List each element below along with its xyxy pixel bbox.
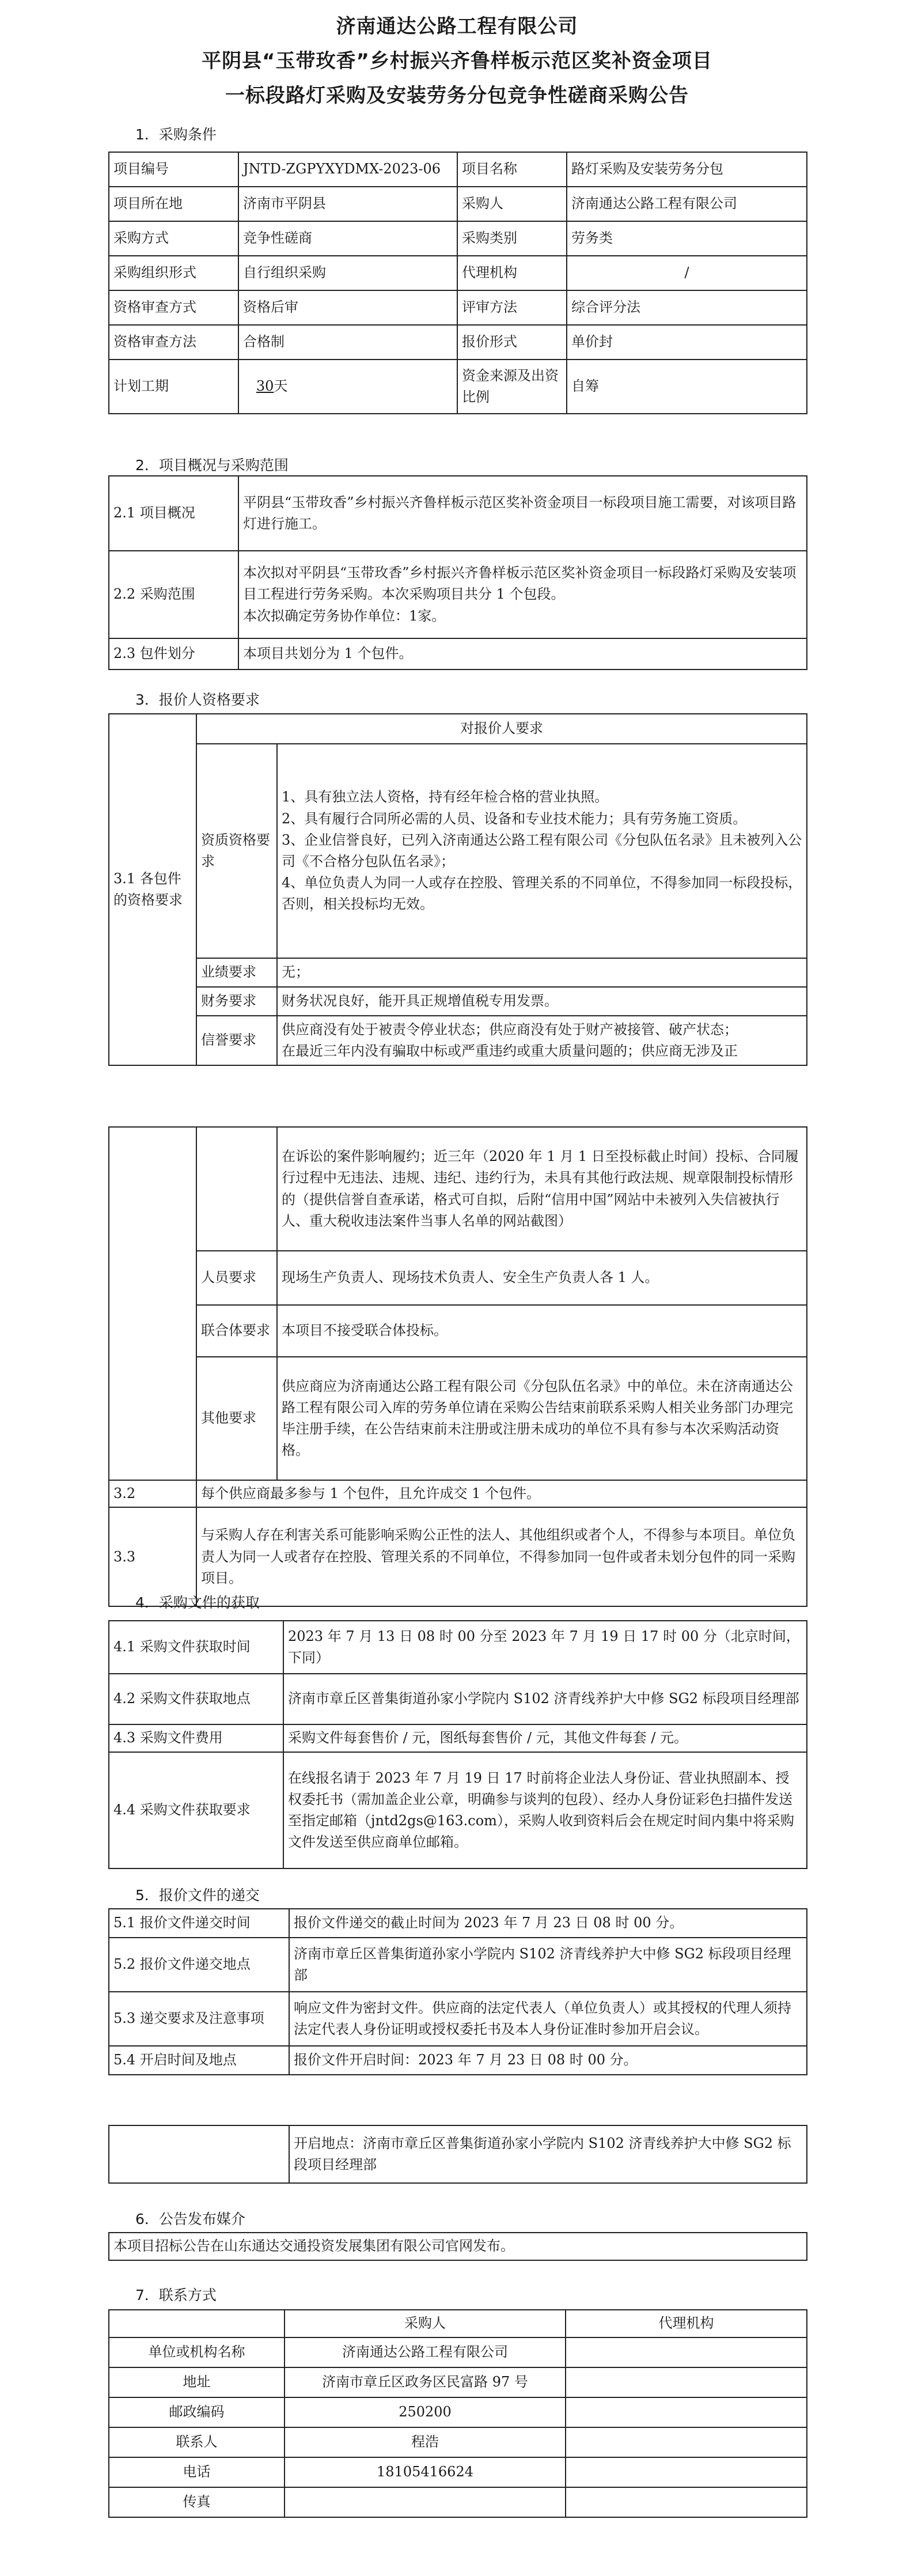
- cell-label: 单位或机构名称: [109, 2337, 285, 2367]
- table-row: [109, 744, 807, 958]
- column-header: 对报价人要求: [196, 714, 807, 744]
- section-3-heading: 3．报价人资格要求: [135, 691, 260, 708]
- blank-cell: [109, 1127, 196, 1480]
- cell-value: 自行组织采购: [238, 256, 457, 290]
- plan-days: 30: [256, 378, 274, 395]
- cell-label: 4.4 采购文件获取要求: [109, 1752, 283, 1868]
- cell-value: 在线报名请于 2023 年 7 月 19 日 17 时前将企业法人身份证、营业执照副本、授权委托书（需加盖企业公章，明确参与谈判的包段）、经办人身份证彩色扫描件发送至指定邮箱（jntd2gs@163.com），采购人收到资料后会在规定时间内集中将采购文件发送至供应商单位邮箱。: [283, 1752, 807, 1868]
- section-7-heading: 7．联系方式: [135, 2287, 217, 2303]
- table-row: [109, 476, 807, 551]
- cell-label: 3.3: [109, 1507, 196, 1606]
- table-row: [109, 187, 807, 221]
- cell-label: 4.2 采购文件获取地点: [109, 1674, 283, 1724]
- cell-label: 资质资格要求: [196, 744, 277, 958]
- cell-label: 资格审查方式: [109, 290, 238, 325]
- cell-value: [566, 2397, 807, 2427]
- section-5-heading: 5．报价文件的递交: [135, 1887, 260, 1904]
- table-row: [109, 2337, 807, 2367]
- table-row: [109, 1251, 807, 1305]
- media-table: [108, 2232, 807, 2261]
- cell-value: 济南市章丘区政务区民富路 97 号: [285, 2367, 566, 2397]
- cell-value: [566, 2367, 807, 2397]
- table-row: [109, 987, 807, 1016]
- table-row: [109, 1752, 807, 1868]
- cell-value: 采购文件每套售价 / 元，图纸每套售价 / 元，其他文件每套 / 元。: [283, 1724, 807, 1752]
- cell-value: [285, 2487, 566, 2517]
- cell-value: [566, 2427, 807, 2457]
- column-header: 采购人: [285, 2310, 566, 2337]
- list-item: 2、具有履行合同所必需的人员、设备和专业技术能力；具有劳务施工资质。: [282, 810, 747, 827]
- cell-label: 采购人: [457, 187, 567, 221]
- cell-label: 5.2 报价文件递交地点: [109, 1938, 289, 1992]
- table-row: [109, 638, 807, 669]
- blank-cell: [109, 2310, 285, 2337]
- table-row: [109, 2367, 807, 2397]
- cell-label: 其他要求: [196, 1357, 277, 1480]
- column-header: 代理机构: [566, 2310, 807, 2337]
- table-row: [109, 1621, 807, 1674]
- credit-cell: [277, 1016, 807, 1065]
- cell-label: 报价形式: [457, 325, 567, 360]
- cell-value: 劳务类: [567, 221, 807, 256]
- cell-label: 项目编号: [109, 152, 238, 187]
- cell-label: 5.1 报价文件递交时间: [109, 1909, 289, 1938]
- cell-value: 报价文件开启时间：2023 年 7 月 23 日 08 时 00 分。: [289, 2046, 807, 2075]
- table-row: [109, 2397, 807, 2427]
- opening-location: 开启地点：济南市章丘区普集街道孙家小学院内 S102 济青线养护大中修 SG2 标段项目经理部: [289, 2125, 807, 2183]
- list-item: 1、具有独立法人资格，持有经年检合格的营业执照。: [282, 789, 609, 805]
- cell-value: 济南市章丘区普集街道孙家小学院内 S102 济青线养护大中修 SG2 标段项目经理部: [283, 1674, 807, 1724]
- list-item: 3、企业信誉良好，已列入济南通达公路工程有限公司《分包队伍名录》且未被列入公司《不合格分包队伍名录》；: [282, 831, 802, 869]
- cell-label: 资格审查方法: [109, 325, 238, 360]
- cell-value: /: [567, 256, 807, 290]
- announcement-title: 一标段路灯采购及安装劳务分包竞争性磋商采购公告: [225, 84, 689, 107]
- cell-label: 3.1 各包件的资格要求: [109, 714, 196, 1065]
- cell-label: 信誉要求: [196, 1016, 277, 1065]
- section-2-heading: 2．项目概况与采购范围: [135, 457, 289, 474]
- cell-label: 2.3 包件划分: [109, 638, 238, 669]
- table-row: [109, 2046, 807, 2075]
- table-row: [109, 551, 807, 638]
- scope-text-2: 本次拟确定劳务协作单位：1家。: [243, 607, 446, 624]
- cell-value: 响应文件为密封文件。供应商的法定代表人（单位负责人）或其授权的代理人须持法定代表人身份证明或授权委托书及本人身份证准时参加开启会议。: [289, 1992, 807, 2046]
- qualification-table-1: [108, 713, 807, 1066]
- table-row: [109, 1480, 807, 1507]
- cell-label: 财务要求: [196, 987, 277, 1016]
- credit-text-continued: 在诉讼的案件影响履约；近三年（2020 年 1 月 1 日至投标截止时间）投标、合同履行过程中无违法、违规、违纪、违约行为，未具有其他行政法规、规章限制投标情形的（提供信誉自查承诺，格式可自拟，后附“信用中国”网站中未被列入失信被执行人、重大税收违法案件当事人名单的网站截图）: [277, 1127, 807, 1251]
- table-row: [109, 325, 807, 360]
- cell-value: 竞争性磋商: [238, 221, 457, 256]
- cell-value: 济南通达公路工程有限公司: [285, 2337, 566, 2367]
- table-row: [109, 958, 807, 987]
- contact-table: [108, 2309, 807, 2518]
- cell-label: 4.3 采购文件费用: [109, 1724, 283, 1752]
- publication-media: 本项目招标公告在山东通达交通投资发展集团有限公司官网发布。: [109, 2233, 807, 2260]
- table-row: [109, 1992, 807, 2046]
- table-row: [109, 1909, 807, 1938]
- cell-value: 现场生产负责人、现场技术负责人、安全生产负责人各 1 人。: [277, 1251, 807, 1305]
- cell-value: 无；: [277, 958, 807, 987]
- table-row: [109, 256, 807, 290]
- cell-label: 2.2 采购范围: [109, 551, 238, 638]
- cell-value: 资格后审: [238, 290, 457, 325]
- cell-value: 单价封: [567, 325, 807, 360]
- cell-label: 项目所在地: [109, 187, 238, 221]
- cell-value: 供应商应为济南通达公路工程有限公司《分包队伍名录》中的单位。未在济南通达公路工程有限公司入库的劳务单位请在采购公告结束前联系采购人相关业务部门办理完毕注册手续，在公告结束前未注册或注册未成功的单位不具有参与本次采购活动资格。: [277, 1357, 807, 1480]
- cell-value: 综合评分法: [567, 290, 807, 325]
- project-title: 平阴县“玉带玫香”乡村振兴齐鲁样板示范区奖补资金项目: [202, 50, 712, 73]
- cell-value: 财务状况良好，能开具正规增值税专用发票。: [277, 987, 807, 1016]
- cell-label: 4.1 采购文件获取时间: [109, 1621, 283, 1674]
- cell-label: 人员要求: [196, 1251, 277, 1305]
- section-1-heading: 1．采购条件: [135, 126, 217, 143]
- table-row: [109, 360, 807, 414]
- cell-value: 18105416624: [285, 2457, 566, 2487]
- scope-text: 本次拟对平阴县“玉带玫香”乡村振兴齐鲁样板示范区奖补资金项目一标段路灯采购及安装项目工程进行劳务采购。本次采购项目共分 1 个包段。: [243, 565, 797, 603]
- cell-label: 采购组织形式: [109, 256, 238, 290]
- table-row: [109, 221, 807, 256]
- table-row: [109, 290, 807, 325]
- qualification-table-2: [108, 1126, 807, 1607]
- list-item: 4、单位负责人为同一人或存在控股、管理关系的不同单位，不得参加同一标段投标，否则，相关投标均无效。: [282, 875, 802, 913]
- cell-value: 平阴县“玉带玫香”乡村振兴齐鲁样板示范区奖补资金项目一标段项目施工需要，对该项目路灯进行施工。: [238, 476, 807, 551]
- section-6-heading: 6．公告发布媒介: [135, 2211, 245, 2227]
- cell-label: 资金来源及出资比例: [457, 360, 567, 414]
- table-row: [109, 1305, 807, 1357]
- table-row: [109, 1724, 807, 1752]
- cell-value: 本项目共划分为 1 个包件。: [238, 638, 807, 669]
- plan-period: [238, 360, 457, 414]
- table-row: [109, 2487, 807, 2517]
- cell-label: 邮政编码: [109, 2397, 285, 2427]
- cell-label: 地址: [109, 2367, 285, 2397]
- section-4-heading: 4．采购文件的获取: [135, 1594, 260, 1611]
- table-row: [109, 2427, 807, 2457]
- qualification-list: [277, 744, 807, 958]
- cell-label: 业绩要求: [196, 958, 277, 987]
- cell-value: [566, 2487, 807, 2517]
- cell-value: 报价文件递交的截止时间为 2023 年 7 月 23 日 08 时 00 分。: [289, 1909, 807, 1938]
- table-row: [109, 2125, 807, 2183]
- credit-text-2: 在最近三年内没有骗取中标或严重违约或重大质量问题的；供应商无涉及正: [282, 1043, 738, 1059]
- cell-label: 采购方式: [109, 221, 238, 256]
- cell-label: 传真: [109, 2487, 285, 2517]
- cell-value: 程浩: [285, 2427, 566, 2457]
- project-name: 路灯采购及安装劳务分包: [567, 152, 807, 187]
- cell-value: [566, 2457, 807, 2487]
- cell-label: 代理机构: [457, 256, 567, 290]
- cell-value: 250200: [285, 2397, 566, 2427]
- cell-label: 3.2: [109, 1480, 196, 1507]
- blank-cell: [109, 2125, 289, 2183]
- table-row: [109, 2310, 807, 2337]
- table-row: [109, 1357, 807, 1480]
- credit-text: 供应商没有处于被责令停业状态；供应商没有处于财产被接管、破产状态；: [282, 1021, 738, 1038]
- table-row: [109, 152, 807, 187]
- cell-label: 联系人: [109, 2427, 285, 2457]
- cell-value: 济南市平阴县: [238, 187, 457, 221]
- project-number: JNTD-ZGPYXYDMX-2023-06: [238, 152, 457, 187]
- table-row: [109, 1674, 807, 1724]
- cell-value: [566, 2337, 807, 2367]
- submission-table: [108, 1908, 807, 2075]
- submission-table-continued: [108, 2125, 807, 2184]
- cell-label: 计划工期: [109, 360, 238, 414]
- cell-value: 2023 年 7 月 13 日 08 时 00 分至 2023 年 7 月 19 日 17 时 00 分（北京时间，下同）: [283, 1621, 807, 1674]
- cell-value: 济南市章丘区普集街道孙家小学院内 S102 济青线养护大中修 SG2 标段项目经理部: [289, 1938, 807, 1992]
- cell-label: 5.3 递交要求及注意事项: [109, 1992, 289, 2046]
- cell-label: 5.4 开启时间及地点: [109, 2046, 289, 2075]
- document-acquisition-table: [108, 1620, 807, 1869]
- cell-value: 与采购人存在利害关系可能影响采购公正性的法人、其他组织或者个人，不得参与本项目。单位负责人为同一人或者存在控股、管理关系的不同单位，不得参加同一包件或者未划分包件的同一采购项目。: [196, 1507, 807, 1606]
- procurement-conditions-table: [108, 152, 807, 414]
- plan-unit: 天: [274, 378, 288, 395]
- cell-value: 济南通达公路工程有限公司: [567, 187, 807, 221]
- cell-label: 电话: [109, 2457, 285, 2487]
- cell-label: 联合体要求: [196, 1305, 277, 1357]
- cell-label: 采购类别: [457, 221, 567, 256]
- table-row: [109, 1938, 807, 1992]
- company-title: 济南通达公路工程有限公司: [336, 15, 578, 38]
- table-row: [109, 2457, 807, 2487]
- cell-label: 评审方法: [457, 290, 567, 325]
- table-row: [109, 1016, 807, 1065]
- blank-cell: [196, 1127, 277, 1251]
- fund-source: 自筹: [567, 360, 807, 414]
- cell-label: 项目名称: [457, 152, 567, 187]
- cell-label: 2.1 项目概况: [109, 476, 238, 551]
- table-row: [109, 1127, 807, 1251]
- table-row: [109, 714, 807, 744]
- cell-value: 本项目不接受联合体投标。: [277, 1305, 807, 1357]
- scope-cell: [238, 551, 807, 638]
- cell-value: 合格制: [238, 325, 457, 360]
- project-overview-table: [108, 475, 807, 670]
- table-row: [109, 2233, 807, 2260]
- cell-value: 每个供应商最多参与 1 个包件，且允许成交 1 个包件。: [196, 1480, 807, 1507]
